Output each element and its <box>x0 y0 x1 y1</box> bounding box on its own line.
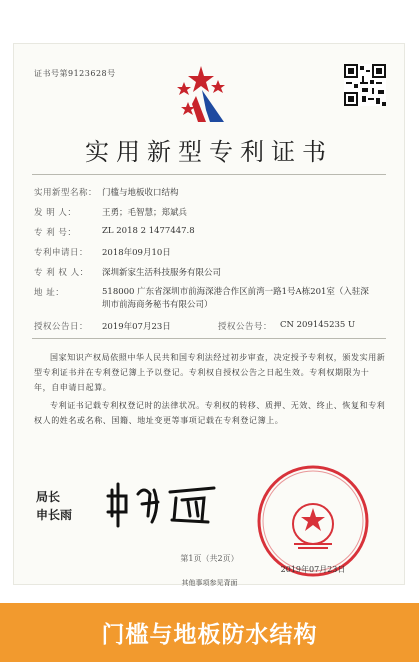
field-patent-number <box>34 226 195 238</box>
certificate-body <box>34 350 386 431</box>
seal-date: 2019年07月23日 <box>280 565 346 574</box>
certificate-number: 证书号第9123628号 <box>34 69 116 78</box>
field-utility-model-name <box>34 186 179 198</box>
field-value: CN 209145235 U <box>280 320 356 330</box>
field-label: 地 址： <box>34 288 65 298</box>
body-paragraph: 国家知识产权局依照中华人民共和国专利法经过初步审查，决定授予专利权，颁发实用新型专利证书并在专利登记簿上予以登记。专利权自授权公告之日起生效。专利权期限为十年，自申请日起算。 <box>34 353 386 392</box>
field-value: 深圳新家生活科技服务有限公司 <box>102 268 222 278</box>
signer-name: 申长雨 <box>36 508 73 522</box>
field-label: 专 利 号： <box>34 228 77 238</box>
back-note: 其他事项参见背面 <box>181 579 238 587</box>
page-number: 第1页（共2页） <box>180 554 239 563</box>
patent-certificate <box>14 44 404 584</box>
field-label: 授权公告日： <box>34 322 89 332</box>
certificate-title: 实用新型专利证书 <box>85 138 333 166</box>
field-value: 2019年07月23日 <box>102 322 171 332</box>
field-label: 实用新型名称： <box>34 188 98 198</box>
field-inventors <box>34 206 187 218</box>
field-value: 王勇；毛智慧；郑斌兵 <box>102 208 188 218</box>
field-value: 门槛与地板收口结构 <box>102 188 179 198</box>
field-label: 专 利 权 人： <box>34 268 89 278</box>
banner-title: 门槛与地板防水结构 <box>101 622 318 648</box>
field-application-date <box>34 246 171 258</box>
divider <box>32 338 386 339</box>
field-label: 专利申请日： <box>34 248 89 258</box>
divider <box>32 174 386 175</box>
qr-code <box>344 64 386 106</box>
field-label: 授权公告号： <box>218 322 273 332</box>
field-patentee <box>34 266 221 278</box>
field-value: 518000 广东省深圳市前海深港合作区前湾一路1号A栋201室（入驻深圳市前海商务秘书有限公司） <box>102 287 369 310</box>
body-paragraph: 专利证书记载专利权登记时的法律状况。专利权的转移、质押、无效、终止、恢复和专利权人的姓名或名称、国籍、地址变更等事项记载在专利登记簿上。 <box>34 401 386 425</box>
field-value: 2018年09月10日 <box>102 248 171 258</box>
field-grant-date <box>34 320 355 332</box>
field-address <box>34 286 372 312</box>
handwritten-signature <box>104 476 224 532</box>
field-label: 发 明 人： <box>34 208 77 218</box>
national-ip-emblem <box>166 60 236 130</box>
caption-banner <box>0 603 419 662</box>
signer-title: 局长 <box>36 490 61 504</box>
field-value: ZL 2018 2 1477447.8 <box>102 226 195 236</box>
